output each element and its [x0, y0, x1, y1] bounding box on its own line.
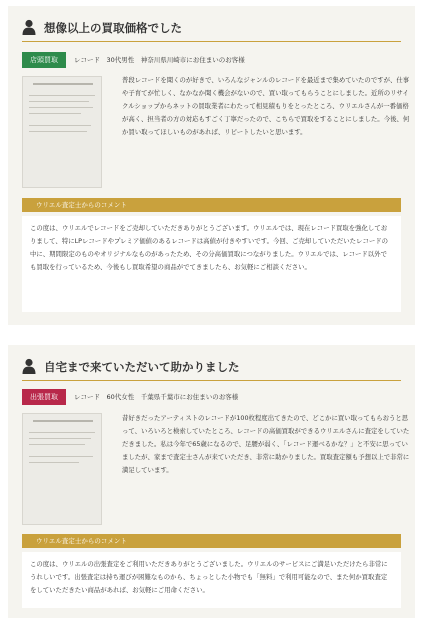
purchase-type-badge: 出張買取 [22, 389, 66, 405]
customer-info: レコード 30代男性 神奈川県川崎市にお住まいのお客様 [74, 56, 245, 64]
review-title-row [22, 356, 401, 381]
review-meta [22, 389, 401, 405]
review-meta [22, 52, 401, 68]
person-icon [22, 19, 36, 35]
customer-info: レコード 60代女性 千葉県千葉市にお住まいのお客様 [74, 393, 239, 401]
review-body: 昔好きだったアーティストのレコードが100枚程度出てきたので、どこかに買い取ってもらおうと思って、いろいろと検索していたところ、レコードの高価買取ができるウリエルさんに査定をしていただきました。私は今年で65歳になるので、足腰が弱く、「レコード運べるかな？」と不安に思っていましたが、家まで査定士さんが来ていただき、非常に助かりました。買取査定額も予想以上で非常に満足しています。 [122, 414, 410, 474]
review-title: 自宅まで来ていただいて助かりました [44, 360, 240, 374]
appraiser-comment-header: ウリエル査定士からのコメント [22, 198, 401, 212]
person-icon [22, 358, 36, 374]
review-title-row [22, 17, 401, 42]
purchase-type-badge: 店頭買取 [22, 52, 66, 68]
customer-letter-image [22, 76, 102, 188]
review-body: 普段レコードを聞くのが好きで、いろんなジャンルのレコードを最近まで集めていたのですが、仕事や子育てが忙しく、なかなか聞く機会がないので、買い取ってもらうことにしました。近所のリサイクルショップからネットの買取業者にわたって相見積もりをとったところ、ウリエルさんが一番価格が高く、担当者の方の対応もすごく丁寧だったので、こちらで買取をすることにしました。今後、何か買い取ってほしいものがあれば、リピートしたいと思います。 [122, 76, 410, 136]
review-card [8, 6, 415, 325]
appraiser-comment: この度は、ウリエルでレコードをご売却していただきありがとうございます。ウリエルでは、現在レコード買取を強化しておりまして、特にLPレコードやプレミア価値のあるレコードは高値が付きやすいです。今回、ご売却していただいたレコードの中に、期間限定のものやオリジナルなものがあったため、その分高価買取につながりました。ウリエルでは、レコード以外でも買取を行っているため、今後もし買取希望の商品がでてきましたら、お気軽にご相談ください。 [22, 216, 401, 312]
customer-letter-image [22, 413, 102, 525]
appraiser-comment-header: ウリエル査定士からのコメント [22, 534, 401, 548]
appraiser-comment: この度は、ウリエルの出張査定をご利用いただきありがとうございました。ウリエルのサービスにご満足いただけたら非常にうれしいです。出張査定は持ち運びが困難なものから、ちょっとした小物でも「無料」で利用可能なので、また何か買取査定をしていただきたい商品があれば、お気軽にご用命ください。 [22, 552, 401, 608]
review-card [8, 345, 415, 618]
review-title: 想像以上の買取価格でした [44, 21, 182, 35]
